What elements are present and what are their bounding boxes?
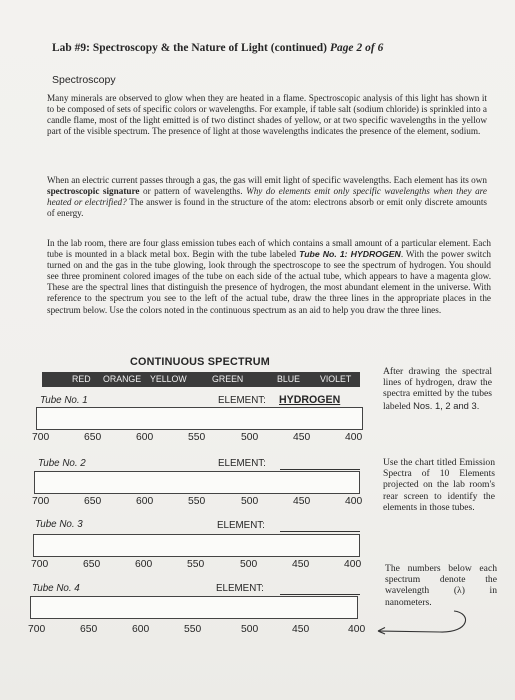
scale-500: 500 bbox=[241, 432, 259, 443]
scale-700: 700 bbox=[28, 624, 46, 635]
tube-3-element-blank bbox=[280, 531, 360, 532]
curved-arrow-icon bbox=[370, 605, 475, 637]
scale-700: 700 bbox=[32, 432, 50, 443]
scale-550: 550 bbox=[187, 559, 205, 570]
p3-text-a: In the lab room, there are four glass emission tubes each of which contains a small amount of a particular element. Each tube is mounted in a black metal box. Begin with the tube labeled bbox=[47, 238, 491, 260]
tube-4-label: Tube No. 4 bbox=[32, 583, 80, 594]
color-label-yellow: YELLOW bbox=[150, 374, 187, 384]
scale-600: 600 bbox=[135, 559, 153, 570]
scale-500: 500 bbox=[241, 624, 259, 635]
tube-3-label: Tube No. 3 bbox=[35, 519, 83, 530]
tube-2-spectrum-box[interactable] bbox=[34, 471, 360, 494]
lab-title bbox=[52, 42, 383, 54]
tube-3-spectrum-box[interactable] bbox=[33, 534, 360, 557]
scale-650: 650 bbox=[84, 496, 102, 507]
scale-550: 550 bbox=[184, 624, 202, 635]
scale-500: 500 bbox=[241, 496, 259, 507]
tube-2-element-value[interactable] bbox=[280, 457, 358, 469]
tube-1-element-value: HYDROGEN bbox=[279, 394, 341, 406]
tube-2-wavelength-scale bbox=[32, 496, 377, 510]
scale-550: 550 bbox=[188, 432, 206, 443]
p2-italic-question: Why do elements emit only specific wavelengths when they are heated or electrified? bbox=[47, 186, 487, 208]
lab-title-text: Lab #9: Spectroscopy & the Nature of Light (continued) bbox=[52, 42, 328, 54]
scale-550: 550 bbox=[188, 496, 206, 507]
p3-tube-reference: Tube No. 1: HYDROGEN bbox=[299, 249, 401, 260]
scale-450: 450 bbox=[292, 624, 310, 635]
scale-450: 450 bbox=[293, 432, 311, 443]
section-heading: Spectroscopy bbox=[52, 74, 116, 86]
scale-700: 700 bbox=[31, 559, 49, 570]
tube-1-label: Tube No. 1 bbox=[40, 395, 88, 406]
tube-2-label: Tube No. 2 bbox=[38, 458, 86, 469]
side-note-1-text: After drawing the spectral lines of hydrogen, draw the spectra emitted by the tubes labeled bbox=[383, 366, 492, 412]
color-label-violet: VIOLET bbox=[320, 374, 352, 384]
p2-text-c: The answer is found in the structure of the atom: electrons absorb or emit only discrete amounts of energy. bbox=[47, 197, 488, 219]
scale-650: 650 bbox=[84, 432, 102, 443]
tube-1-wavelength-scale bbox=[32, 432, 377, 446]
continuous-spectrum-bar bbox=[42, 372, 360, 387]
tube-3-element-label: ELEMENT: bbox=[217, 520, 265, 531]
p2-text-b: or pattern of wavelengths. bbox=[139, 186, 247, 197]
p2-bold-term: spectroscopic signature bbox=[47, 186, 140, 197]
scale-450: 450 bbox=[292, 559, 310, 570]
tube-3-element-value[interactable] bbox=[280, 519, 358, 531]
color-label-orange: ORANGE bbox=[103, 374, 142, 384]
side-note-wavelength: The numbers below each spectrum denote the wavelength (λ) in nanometers. bbox=[385, 563, 497, 608]
scale-600: 600 bbox=[136, 496, 154, 507]
paragraph-instructions bbox=[47, 238, 491, 316]
continuous-spectrum-title: CONTINUOUS SPECTRUM bbox=[130, 356, 270, 368]
scale-700: 700 bbox=[32, 496, 50, 507]
side-note-draw-spectra bbox=[383, 366, 492, 412]
side-note-1-tubes: Nos. 1, 2 and 3. bbox=[413, 399, 480, 411]
scale-650: 650 bbox=[80, 624, 98, 635]
scale-600: 600 bbox=[132, 624, 150, 635]
scale-500: 500 bbox=[240, 559, 258, 570]
tube-4-spectrum-box[interactable] bbox=[30, 596, 358, 619]
scale-650: 650 bbox=[83, 559, 101, 570]
page-label: Page 2 of 6 bbox=[329, 42, 384, 54]
tube-2-element-blank bbox=[280, 469, 360, 470]
tube-4-element-label: ELEMENT: bbox=[216, 583, 264, 594]
scale-450: 450 bbox=[293, 496, 311, 507]
scale-400: 400 bbox=[345, 432, 363, 443]
tube-1-element-label: ELEMENT: bbox=[218, 395, 266, 406]
p2-text-a: When an electric current passes through a gas, the gas will emit light of specific wavelengths. Each element has its own bbox=[47, 175, 487, 185]
paragraph-minerals: Many minerals are observed to glow when they are heated in a flame. Spectroscopic analysis of this light has shown it to be composed of sets of specific colors or wavelengths. For example, if table salt (sodium chloride) is sprinkled into a candle flame, most of the light emitted is of two distinct shades of yellow, or at two specific wavelengths in the yellow part of the visible spectrum. The presence of light at those wavelengths indicates the presence of the element, sodium. bbox=[47, 93, 487, 137]
paragraph-gas-emission bbox=[47, 175, 487, 219]
color-label-red: RED bbox=[72, 374, 91, 384]
p3-text-b: . With the power switch turned on and the gas in the tube glowing, look through the spectroscope to see the spectrum of hydrogen. You should see three prominent colored images of the tube on each side of the actual tube, which appears to have a magenta glow. These are the spectral lines that distinguish the presence of hydrogen, the most abundant element in the universe. With reference to the spectrum you see to the left of the actual tube, draw the three lines in the appropriate places in the spectrum below. Use the colors noted in the continuous spectrum as an aid to help you draw the three lines. bbox=[47, 249, 491, 315]
tube-4-element-value[interactable] bbox=[280, 582, 358, 594]
color-label-blue: BLUE bbox=[277, 374, 300, 384]
tube-4-element-blank bbox=[280, 594, 360, 595]
tube-4-wavelength-scale bbox=[28, 624, 373, 638]
tube-3-wavelength-scale bbox=[31, 559, 376, 573]
color-label-green: GREEN bbox=[212, 374, 244, 384]
scale-400: 400 bbox=[345, 496, 363, 507]
scale-600: 600 bbox=[136, 432, 154, 443]
tube-2-element-label: ELEMENT: bbox=[218, 458, 266, 469]
tube-1-spectrum-box[interactable] bbox=[36, 407, 363, 430]
scale-400: 400 bbox=[348, 624, 366, 635]
side-note-emission-chart: Use the chart titled Emission Spectra of 10 Elements projected on the lab room's rear screen to identify the elements in those tubes. bbox=[383, 457, 495, 513]
scale-400: 400 bbox=[344, 559, 362, 570]
